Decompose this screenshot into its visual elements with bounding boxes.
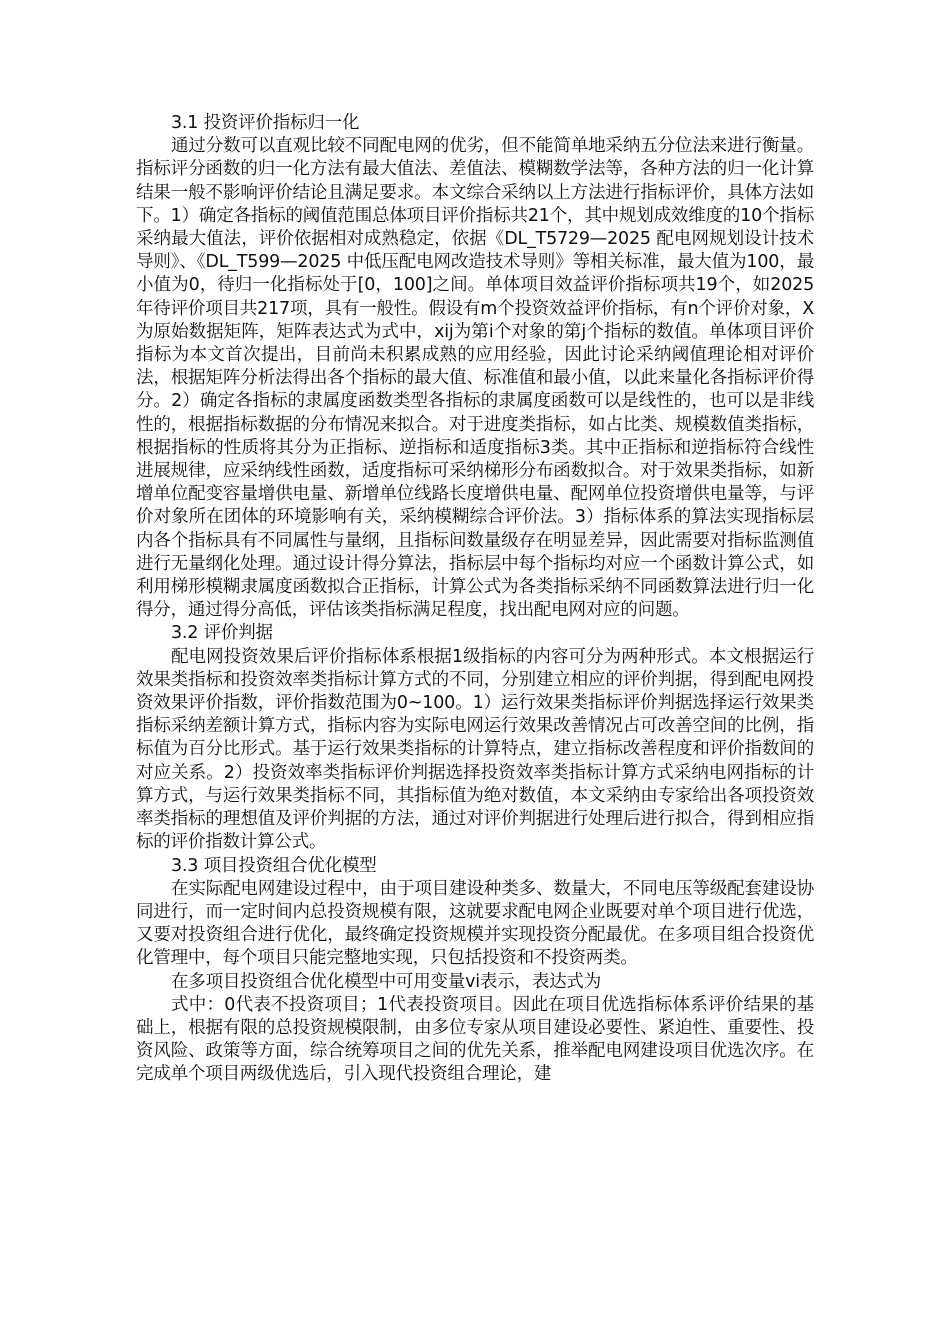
section-3-3	[136, 855, 814, 1087]
document-body	[136, 112, 814, 1087]
paragraph: 通过分数可以直观比较不同配电网的优劣，但不能简单地采纳五分位法来进行衡量。指标评分函数的归一化方法有最大值法、差值法、模糊数学法等，各种方法的归一化计算结果一般不影响评价结论且满足要求。本文综合采纳以上方法进行指标评价，具体方法如下。1）确定各指标的阈值范围总体项目评价指标共21个，其中规划成效维度的10个指标采纳最大值法，评价依据相对成熟稳定，依据《DL_T5729—2025 配电网规划设计技术导则》、《DL_T599—2025 中低压配电网改造技术导则》等相关标准，最大值为100，最小值为0，待归一化指标处于[0，100]之间。单体项目效益评价指标项共19个，如2025年待评价项目共217项，具有一般性。假设有m个投资效益评价指标，有n个评价对象，X为原始数据矩阵，矩阵表达式为式中，xij为第i个对象的第j个指标的数值。单体项目评价指标为本文首次提出，目前尚未积累成熟的应用经验，因此讨论采纳阈值理论相对评价法，根据矩阵分析法得出各个指标的最大值、标准值和最小值，以此来量化各指标评价得分。2）确定各指标的隶属度函数类型各指标的隶属度函数可以是线性的，也可以是非线性的，根据指标数据的分布情况来拟合。对于进度类指标，如占比类、规模数值类指标，根据指标的性质将其分为正指标、逆指标和适度指标3类。其中正指标和逆指标符合线性进展规律，应采纳线性函数，适度指标可采纳梯形分布函数拟合。对于效果类指标，如新增单位配变容量增供电量、新增单位线路长度增供电量、配网单位投资增供电量等，与评价对象所在团体的环境影响有关，采纳模糊综合评价法。3）指标体系的算法实现指标层内各个指标具有不同属性与量纲，且指标间数量级存在明显差异，因此需要对指标监测值进行无量纲化处理。通过设计得分算法，指标层中每个指标均对应一个函数计算公式，如利用梯形模糊隶属度函数拟合正指标，计算公式为各类指标采纳不同函数算法进行归一化得分，通过得分高低，评估该类指标满足程度，找出配电网对应的问题。	[136, 136, 814, 621]
paragraph: 配电网投资效果后评价指标体系根据1级指标的内容可分为两种形式。本文根据运行效果类指标和投资效率类指标计算方式的不同，分别建立相应的评价判据，得到配电网投资效果评价指数，评价指数范围为0~100。1）运行效果类指标评价判据选择运行效果类指标采纳差额计算方式，指标内容为实际电网运行效果改善情况占可改善空间的比例，指标值为百分比形式。基于运行效果类指标的计算特点，建立指标改善程度和评价指数间的对应关系。2）投资效率类指标评价判据选择投资效率类指标计算方式采纳电网指标的计算方式，与运行效果类指标不同，其指标值为绝对数值，本文采纳由专家给出各项投资效率类指标的理想值及评价判据的方法，通过对评价判据进行处理后进行拟合，得到相应指标的评价指数计算公式。	[136, 646, 814, 853]
section-3-2	[136, 622, 814, 854]
paragraph: 在多项目投资组合优化模型中可用变量vi表示，表达式为	[171, 971, 602, 992]
section-3-1	[136, 112, 814, 622]
section-heading: 3.1 投资评价指标归一化	[171, 113, 360, 133]
paragraph: 在实际配电网建设过程中，由于项目建设种类多、数量大，不同电压等级配套建设协同进行，而一定时间内总投资规模有限，这就要求配电网企业既要对单个项目进行优选，又要对投资组合进行优化，最终确定投资规模并实现投资分配最优。在多项目组合投资优化管理中，每个项目只能完整地实现，只包括投资和不投资两类。	[136, 878, 814, 969]
section-heading: 3.2 评价判据	[171, 623, 273, 644]
section-heading: 3.3 项目投资组合优化模型	[171, 855, 377, 876]
paragraph: 式中：0代表不投资项目；1代表投资项目。因此在项目优选指标体系评价结果的基础上，根据有限的总投资规模限制，由多位专家从项目建设必要性、紧迫性、重要性、投资风险、政策等方面，综合统筹项目之间的优先关系，推举配电网建设项目优选次序。在完成单个项目两级优选后，引入现代投资组合理论，建	[136, 994, 814, 1085]
